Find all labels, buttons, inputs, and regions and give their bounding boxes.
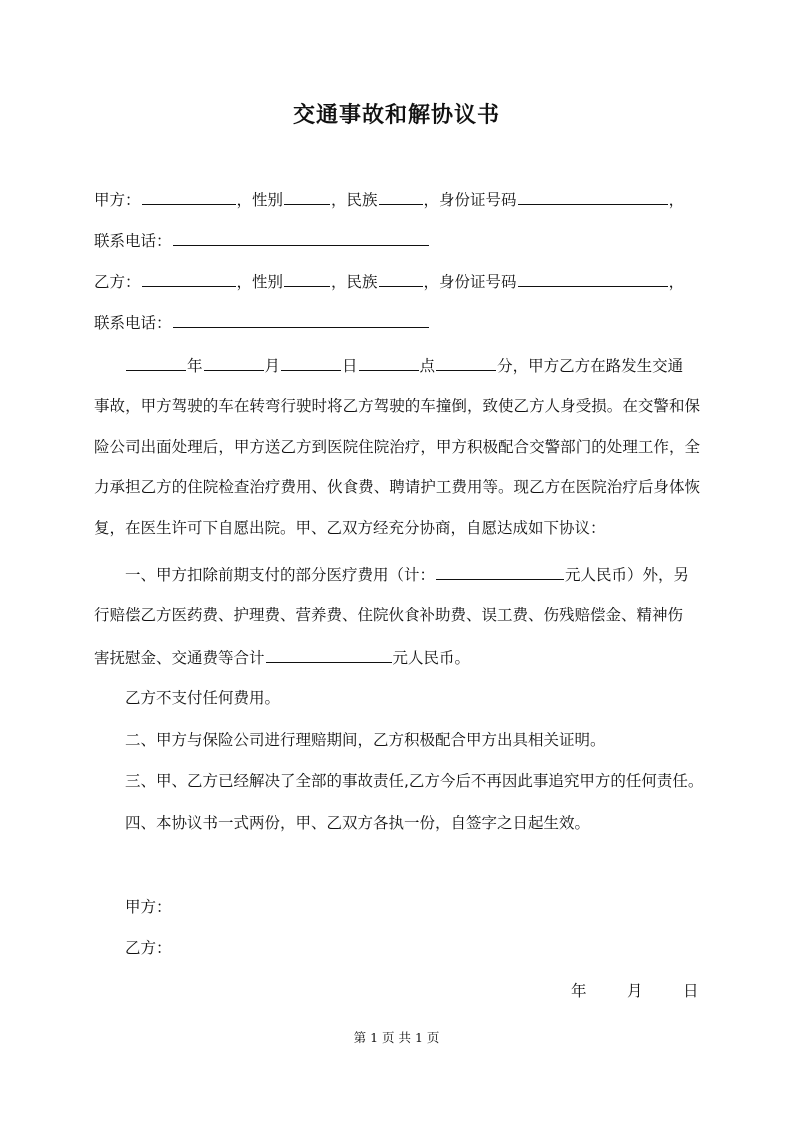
- sign-day-label: 日: [683, 982, 699, 1000]
- party-b-phone-line: [94, 311, 430, 334]
- party-a-phone-line: [94, 229, 430, 252]
- party-b-id-label: ，身份证号码: [423, 273, 517, 291]
- hour-label: 点: [419, 357, 436, 375]
- party-a-line: [94, 188, 684, 211]
- sign-year-label: 年: [571, 982, 587, 1000]
- minute-rest-text: 分，甲方乙方在路发生交通: [497, 357, 684, 375]
- year-label: 年: [187, 357, 203, 375]
- clause-1-text-b: 元人民币）外，另: [565, 566, 690, 584]
- month-label: 月: [264, 357, 281, 375]
- intro-paragraph: 事故，甲方驾驶的车在转弯行驶时将乙方驾驶的车撞倒，致使乙方人身受损。在交警和保险公司出面处理后，甲方送乙方到医院住院治疗，甲方积极配合交警部门的处理工作，全力承担乙方的住院检查治疗费用、伙食费、聘请护工费用等。现乙方在医院治疗后身体恢复，在医生许可下自愿出院。甲、乙双方经充分协商，自愿达成如下协议：: [94, 397, 700, 537]
- party-b-gender-blank: [284, 270, 330, 287]
- party-a-id-blank: [518, 188, 668, 205]
- day-label: 日: [342, 357, 358, 375]
- prepaid-amount-blank: [436, 563, 564, 580]
- party-a-id-label: ，身份证号码: [423, 191, 517, 209]
- party-a-ethnicity-blank: [379, 188, 423, 205]
- clause-4: 四、本协议书一式两份，甲、乙双方各执一份，自签字之日起生效。: [125, 814, 591, 832]
- party-b-phone-blank: [173, 311, 429, 328]
- hour-blank: [359, 354, 419, 371]
- party-a-line-end: ，: [668, 191, 685, 209]
- clause-1-text-d: 害抚慰金、交通费等合计: [94, 649, 265, 667]
- clause-1-line-1: [94, 563, 689, 586]
- party-b-name-blank: [142, 270, 236, 287]
- party-b-id-blank: [518, 270, 668, 287]
- clause-1-text-a: 一、甲方扣除前期支付的部分医疗费用（计：: [125, 566, 436, 584]
- accident-date-line: [94, 354, 683, 377]
- signature-party-b: 乙方：: [125, 939, 172, 957]
- minute-blank: [436, 354, 496, 371]
- party-b-gender-label: ，性别: [236, 273, 284, 291]
- party-b-line-end: ，: [668, 273, 685, 291]
- party-a-ethnicity-label: ，民族: [331, 191, 378, 209]
- party-b-ethnicity-blank: [379, 270, 423, 287]
- party-a-name-blank: [142, 188, 236, 205]
- party-b-phone-label: 联系电话：: [94, 314, 172, 332]
- day-blank: [281, 354, 341, 371]
- sign-month-label: 月: [627, 982, 643, 1000]
- clause-2: 二、甲方与保险公司进行理赔期间，乙方积极配合甲方出具相关证明。: [125, 731, 606, 749]
- document-title: 交通事故和解协议书: [292, 102, 500, 128]
- party-a-phone-label: 联系电话：: [94, 232, 172, 250]
- month-blank: [204, 354, 264, 371]
- year-blank: [126, 354, 186, 371]
- page-footer: 第 1 页 共 1 页: [353, 1030, 440, 1045]
- clause-1-line-3: [94, 646, 470, 669]
- party-b-ethnicity-label: ，民族: [331, 273, 378, 291]
- party-b-label: 乙方：: [94, 273, 141, 291]
- total-amount-blank: [266, 646, 392, 663]
- clause-3: 三、甲、乙方已经解决了全部的事故责任,乙方今后不再因此事追究甲方的任何责任。: [125, 772, 704, 790]
- clause-1-line-2: 行赔偿乙方医药费、护理费、营养费、住院伙食补助费、误工费、伤残赔偿金、精神伤: [94, 606, 684, 624]
- clause-1-note: 乙方不支付任何费用。: [125, 689, 281, 707]
- clause-1-text-e: 元人民币。: [392, 649, 471, 667]
- party-a-gender-blank: [284, 188, 330, 205]
- party-a-gender-label: ，性别: [236, 191, 284, 209]
- party-a-phone-blank: [173, 229, 429, 246]
- signature-party-a: 甲方：: [125, 898, 172, 916]
- party-a-label: 甲方：: [94, 191, 141, 209]
- party-b-line: [94, 270, 684, 293]
